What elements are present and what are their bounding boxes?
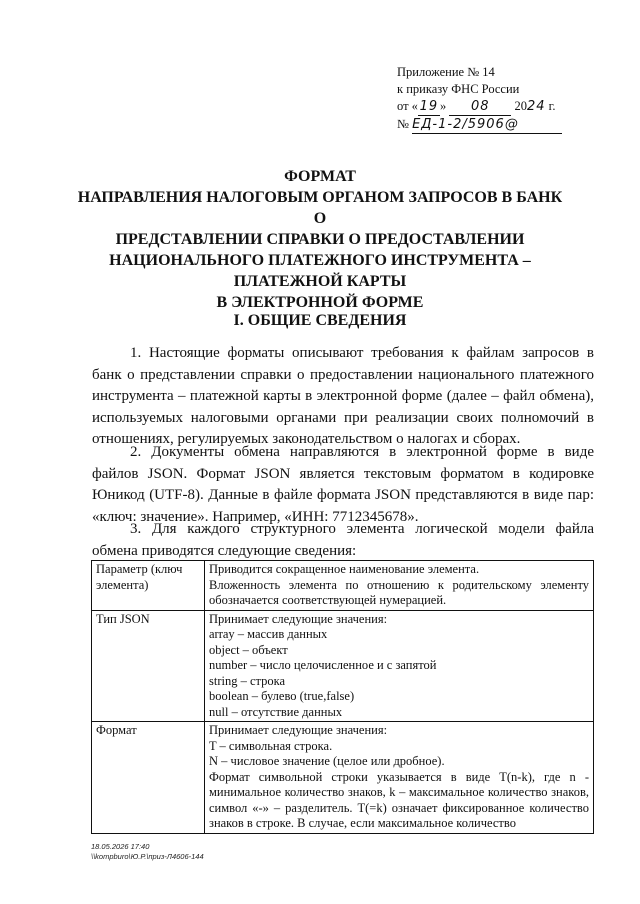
description-cell (205, 610, 594, 722)
format-table-body (92, 561, 594, 834)
paragraph-3: 3. Для каждого структурного элемента логической модели файла обмена приводятся следующие сведения: (92, 521, 594, 559)
description-line: object – объект (209, 642, 288, 657)
table-row (92, 561, 594, 611)
title-line-3: ПРЕДСТАВЛЕНИИ СПРАВКИ О ПРЕДОСТАВЛЕНИИ (115, 231, 525, 248)
description-line: number – число целочисленное и с запятой (209, 658, 437, 672)
footer-path: \\kompburo\Ю.Р.\приз-Л4606-144 (91, 852, 204, 861)
order-date (397, 98, 597, 116)
param-cell: Параметр (ключ элемента) (92, 561, 205, 611)
title-line-1: ФОРМАТ (284, 168, 356, 185)
description-line: Вложенность элемента по отношению к родительскому элементу обозначается соответствующей нумерацией. (209, 577, 589, 607)
description-line: boolean – булево (true,false) (209, 689, 355, 703)
title-line-2: НАПРАВЛЕНИЯ НАЛОГОВЫМ ОРГАНОМ ЗАПРОСОВ В БАНК О (77, 189, 563, 227)
description-cell (205, 722, 594, 834)
param-cell: Тип JSON (92, 610, 205, 722)
description-line: Формат символьной строки указывается в виде T(n-k), где n - минимальное количество знаков, k – максимальное количество знаков, символ «-» – разделитель. T(=k) означает фиксированное количество знаков в строке. В случае, если максимальное количество (209, 769, 589, 830)
param-cell: Формат (92, 722, 205, 834)
order-reference: к приказу ФНС России (397, 82, 520, 96)
description-line: N – числовое значение (целое или дробное). (209, 754, 445, 768)
paragraph-2: 2. Документы обмена направляются в электронной форме в виде файлов JSON. Формат JSON является текстовым форматом в кодировке Юникод (UTF-8). Данные в файле формата JSON представляются в виде пар: «ключ: значение». Например, «ИНН: 7712345678». (92, 444, 594, 525)
date-year-prefix: 20 (511, 99, 527, 113)
description-line: Приводится сокращенное наименование элемента. (209, 562, 480, 576)
footer-timestamp: 18.05.2026 17:40 (91, 842, 150, 851)
document-title (70, 166, 570, 313)
date-year: 24 (526, 99, 546, 114)
approval-block (397, 64, 597, 134)
footer (91, 842, 204, 862)
date-mid: » (439, 99, 450, 113)
description-line: array – массив данных (209, 627, 328, 641)
number-value: ЕД-1-2/5906@ (412, 116, 562, 134)
format-table (91, 560, 594, 834)
order-number (397, 116, 597, 134)
table-row (92, 610, 594, 722)
description-line: null – отсутствие данных (209, 704, 343, 719)
date-day: 19 (419, 99, 439, 114)
table-row (92, 722, 594, 834)
description-line: string – строка (209, 673, 286, 688)
title-line-5: ПЛАТЕЖНОЙ КАРТЫ (233, 273, 407, 290)
section-title: I. ОБЩИЕ СВЕДЕНИЯ (233, 312, 407, 329)
appendix-number: Приложение № 14 (397, 65, 495, 79)
title-line-6: В ЭЛЕКТРОННОЙ ФОРМЕ (216, 294, 424, 311)
description-cell (205, 561, 594, 611)
description-line: Принимает следующие значения: (209, 611, 388, 626)
description-line: Принимает следующие значения: (209, 723, 388, 737)
date-month: 08 (449, 98, 511, 116)
title-line-4: НАЦИОНАЛЬНОГО ПЛАТЕЖНОГО ИНСТРУМЕНТА – (109, 252, 531, 269)
date-prefix: от « (397, 99, 418, 113)
number-prefix: № (397, 117, 413, 131)
paragraph-1: 1. Настоящие форматы описывают требования к файлам запросов в банк о представлении справки о предоставлении национального платежного инструмента – платежной карты в электронной форме (далее – файл обмена), используемых налоговыми органами при реализации своих полномочий в отношениях, регулируемых законодательством о налогах и сборах. (92, 345, 594, 447)
description-line: T – символьная строка. (209, 738, 333, 753)
date-suffix: г. (545, 99, 556, 113)
